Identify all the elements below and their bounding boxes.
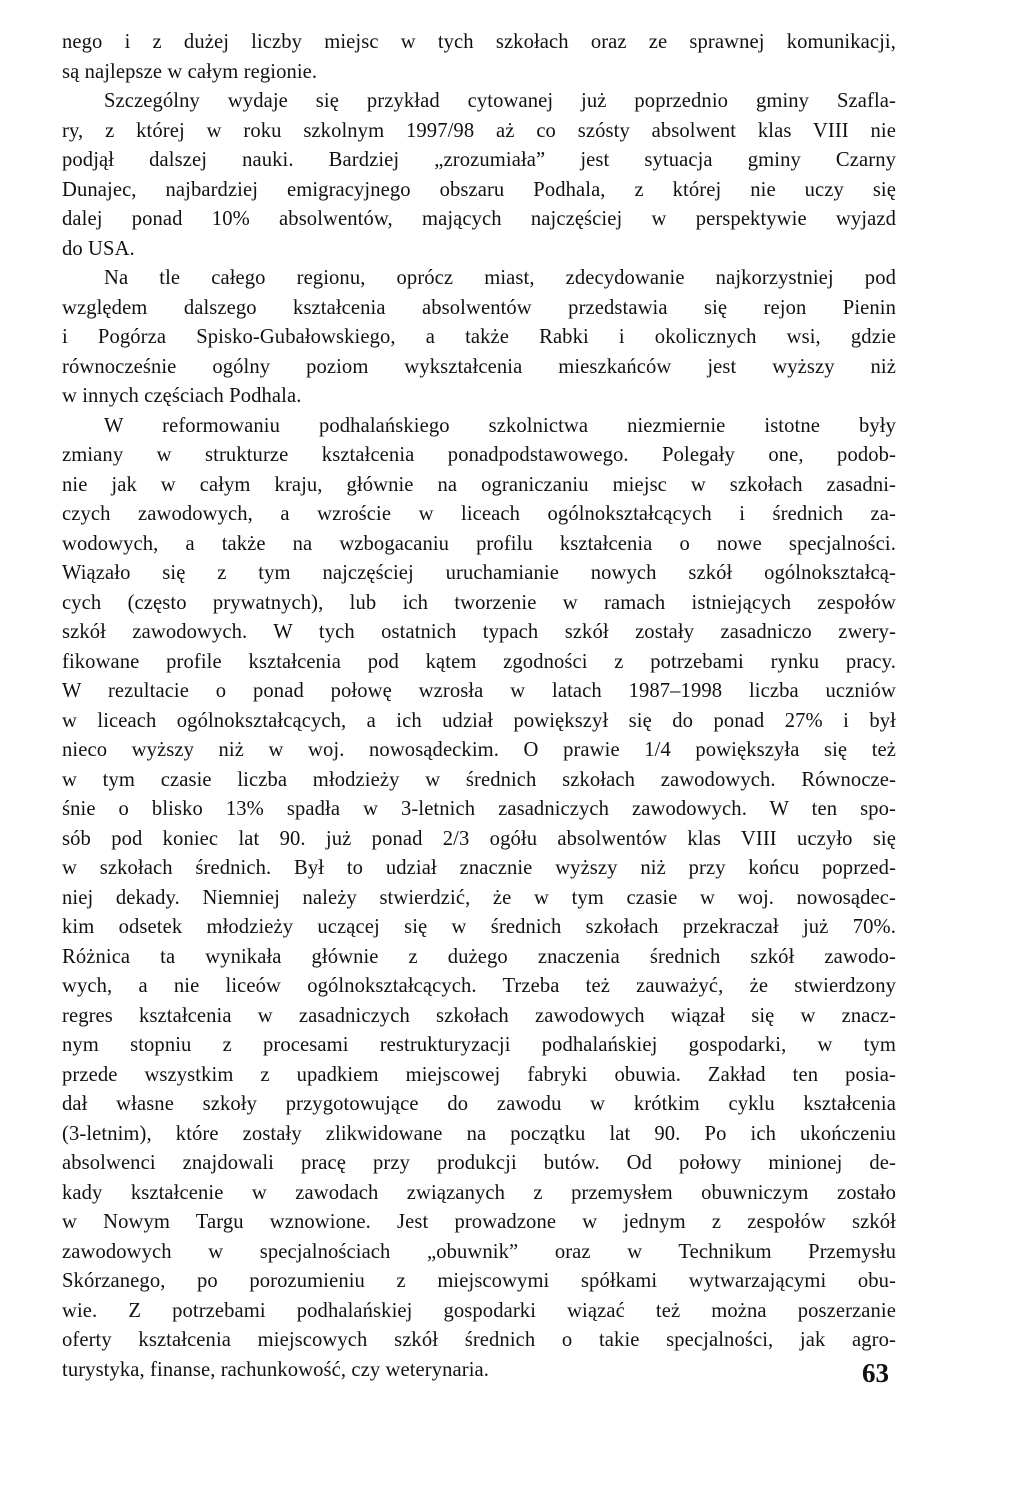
text-line: do USA. — [62, 237, 135, 260]
text-line: szkół zawodowych. W tych ostatnich typach szkół zostały zasadniczo zwery- — [62, 621, 896, 643]
text-line: Szczególny wydaje się przykład cytowanej już poprzednio gminy Szafla- — [104, 90, 896, 112]
body-text — [62, 28, 896, 1385]
paragraph — [62, 87, 896, 264]
page-number: 63 — [862, 1358, 889, 1388]
text-line: zawodowych w specjalnościach „obuwnik” oraz w Technikum Przemysłu — [62, 1240, 896, 1263]
text-line: nie jak w całym kraju, głównie na ograniczaniu miejsc w szkołach zasadni- — [62, 473, 896, 496]
text-line: nieco wyższy niż w woj. nowosądeckim. O prawie 1/4 powiększyła się też — [62, 739, 896, 761]
text-line: kady kształcenie w zawodach związanych z przemysłem obuwniczym zostało — [62, 1181, 896, 1204]
text-line: Dunajec, najbardziej emigracyjnego obszaru Podhala, z której nie uczy się — [62, 178, 896, 201]
text-line: kim odsetek młodzieży uczącej się w średnich szkołach przekraczał już 70%. — [62, 916, 896, 938]
paragraph — [62, 28, 896, 87]
text-line: równocześnie ogólny poziom wykształcenia mieszkańców jest wyższy niż — [62, 355, 896, 378]
text-line: są najlepsze w całym regionie. — [62, 60, 318, 83]
text-line: w Nowym Targu wznowione. Jest prowadzone w jednym z zespołów szkół — [62, 1211, 896, 1233]
text-line: w tym czasie liczba młodzieży w średnich szkołach zawodowych. Równocze- — [62, 768, 896, 791]
text-line: regres kształcenia w zasadniczych szkołach zawodowych wiązał się w znacz- — [62, 1004, 896, 1027]
text-line: dalej ponad 10% absolwentów, mających najczęściej w perspektywie wyjazd — [62, 208, 896, 230]
text-line: W reformowaniu podhalańskiego szkolnictwa niezmiernie istotne były — [104, 414, 896, 437]
text-line: sób pod koniec lat 90. już ponad 2/3 ogółu absolwentów klas VIII uczyło się — [62, 827, 896, 850]
text-line: turystyka, finanse, rachunkowość, czy weterynaria. — [62, 1358, 490, 1381]
text-line: nego i z dużej liczby miejsc w tych szkołach oraz ze sprawnej komunikacji, — [62, 31, 896, 53]
text-line: Skórzanego, po porozumieniu z miejscowymi spółkami wytwarzającymi obu- — [62, 1270, 896, 1292]
text-line: zmiany w strukturze kształcenia ponadpodstawowego. Polegały one, podob- — [62, 444, 896, 466]
text-line: nym stopniu z procesami restrukturyzacji podhalańskiej gospodarki, w tym — [62, 1034, 896, 1056]
text-line: wie. Z potrzebami podhalańskiej gospodarki wiązać też można poszerzanie — [62, 1299, 896, 1322]
text-line: oferty kształcenia miejscowych szkół średnich o takie specjalności, jak agro- — [62, 1329, 896, 1351]
text-line: W rezultacie o ponad połowę wzrosła w latach 1987–1998 liczba uczniów — [62, 680, 896, 702]
text-line: cych (często prywatnych), lub ich tworzenie w ramach istniejących zespołów — [62, 591, 896, 614]
text-line: względem dalszego kształcenia absolwentów przedstawia się rejon Pienin — [62, 296, 896, 319]
text-line: w liceach ogólnokształcących, a ich udział powiększył się do ponad 27% i był — [62, 709, 896, 732]
text-line: czych zawodowych, a wzroście w liceach ogólnokształcących i średnich za- — [62, 503, 896, 525]
text-line: Wiązało się z tym najczęściej uruchamianie nowych szkół ogólnokształcą- — [62, 562, 896, 584]
text-line: w innych częściach Podhala. — [62, 385, 302, 407]
text-line: wodowych, a także na wzbogacaniu profilu kształcenia o nowe specjalności. — [62, 532, 896, 555]
text-line: fikowane profile kształcenia pod kątem zgodności z potrzebami rynku pracy. — [62, 650, 896, 673]
text-line: ry, z której w roku szkolnym 1997/98 aż co szósty absolwent klas VIII nie — [62, 119, 896, 142]
paragraph — [62, 412, 896, 1386]
text-line: Różnica ta wynikała głównie z dużego znaczenia średnich szkół zawodo- — [62, 945, 896, 968]
text-line: absolwenci znajdowali pracę przy produkcji butów. Od połowy minionej de- — [62, 1152, 896, 1174]
text-line: śnie o blisko 13% spadła w 3-letnich zasadniczych zawodowych. W ten spo- — [62, 798, 896, 820]
text-line: niej dekady. Niemniej należy stwierdzić, że w tym czasie w woj. nowosądec- — [62, 886, 896, 909]
text-line: i Pogórza Spisko-Gubałowskiego, a także Rabki i okolicznych wsi, gdzie — [62, 326, 896, 348]
text-line: podjął dalszej nauki. Bardziej „zrozumiała” jest sytuacja gminy Czarny — [62, 149, 896, 171]
text-line: (3-letnim), które zostały zlikwidowane na początku lat 90. Po ich ukończeniu — [62, 1122, 896, 1145]
text-line: w szkołach średnich. Był to udział znacznie wyższy niż przy końcu poprzed- — [62, 857, 896, 879]
text-line: wych, a nie liceów ogólnokształcących. Trzeba też zauważyć, że stwierdzony — [62, 975, 896, 997]
text-line: przede wszystkim z upadkiem miejscowej fabryki obuwia. Zakład ten posia- — [62, 1063, 896, 1086]
paragraph — [62, 264, 896, 412]
text-line: Na tle całego regionu, oprócz miast, zdecydowanie najkorzystniej pod — [104, 267, 896, 289]
text-line: dał własne szkoły przygotowujące do zawodu w krótkim cyklu kształcenia — [62, 1093, 896, 1115]
